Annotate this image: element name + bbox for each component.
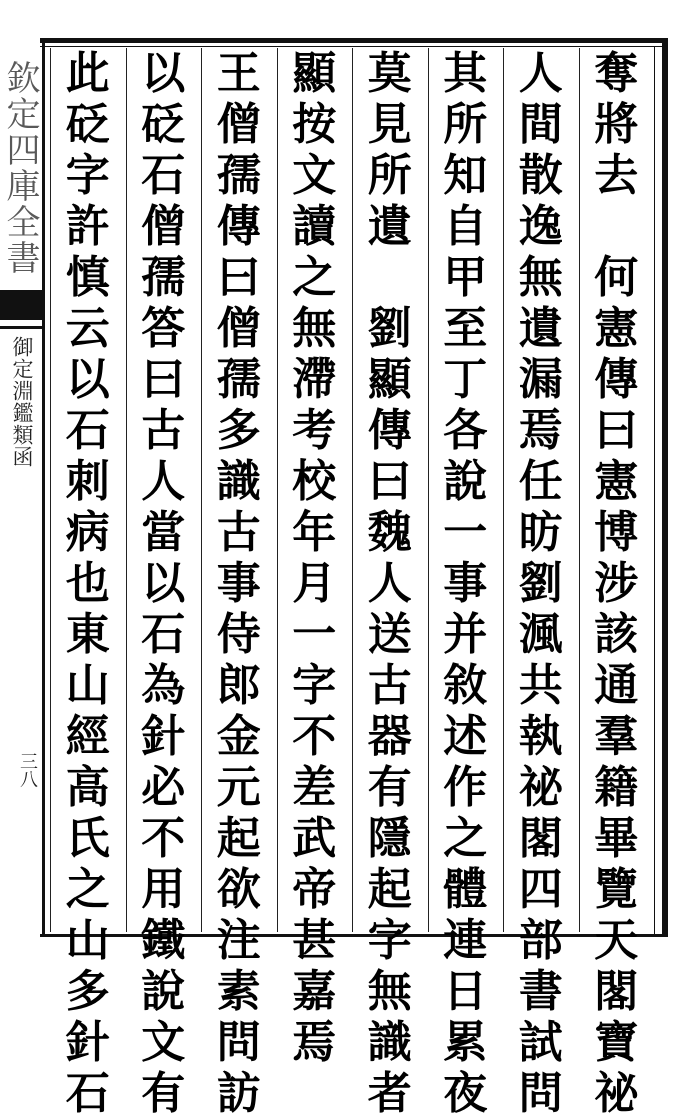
character: 曰 — [367, 456, 412, 507]
character: 也 — [65, 558, 110, 609]
character: 昉 — [518, 507, 563, 558]
character: 云 — [65, 303, 110, 354]
character: 該 — [594, 609, 639, 660]
character: 讀 — [292, 201, 337, 252]
text-column-4 — [354, 48, 426, 1119]
character: 差 — [292, 762, 337, 813]
character: 通 — [594, 660, 639, 711]
gutter-collection-title: 欽定四庫全書 — [0, 60, 40, 276]
text-column-7 — [127, 48, 199, 1119]
character: 注 — [216, 915, 261, 966]
character: 人 — [518, 48, 563, 99]
character: 氏 — [65, 813, 110, 864]
character: 石 — [65, 405, 110, 456]
character: 散 — [518, 150, 563, 201]
character: 山 — [65, 660, 110, 711]
character: 嘉 — [292, 966, 337, 1017]
character: 傳 — [367, 405, 412, 456]
character: 去 — [594, 150, 639, 201]
character: 起 — [367, 864, 412, 915]
character: 有 — [367, 762, 412, 813]
character: 丁 — [443, 354, 488, 405]
character: 涉 — [594, 558, 639, 609]
character: 書 — [518, 966, 563, 1017]
character: 至 — [443, 303, 488, 354]
gutter-book-title: 御定淵鑑類函 — [10, 336, 34, 468]
character: 奪 — [594, 48, 639, 99]
character: 不 — [141, 813, 186, 864]
character: 古 — [216, 507, 261, 558]
character: 試 — [518, 1017, 563, 1068]
character: 焉 — [518, 405, 563, 456]
character: 月 — [292, 558, 337, 609]
character: 說 — [443, 456, 488, 507]
character: 素 — [216, 966, 261, 1017]
character: 必 — [141, 762, 186, 813]
gutter-band-line — [0, 326, 44, 329]
character: 字 — [65, 150, 110, 201]
character: 多 — [65, 966, 110, 1017]
frame-right-inner-line — [654, 46, 655, 934]
character: 答 — [141, 303, 186, 354]
character: 砭 — [65, 99, 110, 150]
character: 針 — [141, 711, 186, 762]
character: 甚 — [292, 915, 337, 966]
character: 焉 — [292, 1017, 337, 1068]
character: 送 — [367, 609, 412, 660]
character: 祕 — [594, 1068, 639, 1119]
character: 病 — [65, 507, 110, 558]
frame-right-border — [662, 38, 668, 937]
character: 說 — [141, 966, 186, 1017]
character: 東 — [65, 609, 110, 660]
character: 識 — [367, 1017, 412, 1068]
character: 夜 — [443, 1068, 488, 1119]
character: 經 — [65, 711, 110, 762]
character: 各 — [443, 405, 488, 456]
character: 日 — [443, 966, 488, 1017]
character: 僧 — [216, 303, 261, 354]
character: 按 — [292, 99, 337, 150]
character: 體 — [443, 864, 488, 915]
character: 魏 — [367, 507, 412, 558]
character: 問 — [518, 1068, 563, 1119]
text-column-3 — [429, 48, 501, 1119]
character: 古 — [141, 405, 186, 456]
character: 知 — [443, 150, 488, 201]
character: 孺 — [216, 150, 261, 201]
page-number: 三八 — [17, 752, 38, 788]
character: 籍 — [594, 762, 639, 813]
character: 無 — [292, 303, 337, 354]
character: 憲 — [594, 456, 639, 507]
character: 以 — [141, 48, 186, 99]
character: 何 — [594, 252, 639, 303]
character: 孺 — [216, 354, 261, 405]
character: 逸 — [518, 201, 563, 252]
character: 間 — [518, 99, 563, 150]
character: 任 — [518, 456, 563, 507]
character: 多 — [216, 405, 261, 456]
character: 侍 — [216, 609, 261, 660]
character: 漏 — [518, 354, 563, 405]
character: 羣 — [594, 711, 639, 762]
character: 部 — [518, 915, 563, 966]
character: 天 — [594, 915, 639, 966]
character: 為 — [141, 660, 186, 711]
character: 石 — [141, 609, 186, 660]
character: 訪 — [216, 1068, 261, 1119]
character: 王 — [216, 48, 261, 99]
frame-top-border — [40, 38, 666, 43]
text-column-6 — [203, 48, 275, 1119]
character: 石 — [141, 150, 186, 201]
character: 慎 — [65, 252, 110, 303]
character: 以 — [141, 558, 186, 609]
character: 器 — [367, 711, 412, 762]
character: 用 — [141, 864, 186, 915]
character: 鐵 — [141, 915, 186, 966]
character: 者 — [367, 1068, 412, 1119]
character: 事 — [443, 558, 488, 609]
character: 所 — [367, 150, 412, 201]
character: 累 — [443, 1017, 488, 1068]
character: 見 — [367, 99, 412, 150]
character: 人 — [367, 558, 412, 609]
character: 曰 — [594, 405, 639, 456]
character: 曰 — [216, 252, 261, 303]
character: 所 — [443, 99, 488, 150]
character: 金 — [216, 711, 261, 762]
text-column-1 — [580, 48, 652, 1119]
character: 并 — [443, 609, 488, 660]
text-column-2 — [505, 48, 577, 1119]
gutter-black-band — [0, 290, 44, 320]
character: 閣 — [518, 813, 563, 864]
character: 砭 — [141, 99, 186, 150]
gutter-border — [42, 38, 45, 937]
character: 其 — [443, 48, 488, 99]
character: 刺 — [65, 456, 110, 507]
character: 古 — [367, 660, 412, 711]
character: 無 — [367, 966, 412, 1017]
character: 之 — [443, 813, 488, 864]
character: 文 — [292, 150, 337, 201]
character: 自 — [443, 201, 488, 252]
text-columns — [50, 48, 654, 1119]
character: 許 — [65, 201, 110, 252]
character: 將 — [594, 99, 639, 150]
character: 問 — [216, 1017, 261, 1068]
character: 畢 — [594, 813, 639, 864]
character: 不 — [292, 711, 337, 762]
character: 傳 — [594, 354, 639, 405]
character: 四 — [518, 864, 563, 915]
character: 欲 — [216, 864, 261, 915]
character: 滯 — [292, 354, 337, 405]
character: 字 — [292, 660, 337, 711]
character: 作 — [443, 762, 488, 813]
character: 寶 — [594, 1017, 639, 1068]
character: 考 — [292, 405, 337, 456]
character: 渢 — [518, 609, 563, 660]
text-column-8 — [52, 48, 124, 1119]
character: 連 — [443, 915, 488, 966]
character: 石 — [65, 1068, 110, 1119]
character: 之 — [292, 252, 337, 303]
character: 一 — [443, 507, 488, 558]
character: 此 — [65, 48, 110, 99]
character: 一 — [292, 609, 337, 660]
character: 遺 — [518, 303, 563, 354]
character: 曰 — [141, 354, 186, 405]
character: 郎 — [216, 660, 261, 711]
character: 針 — [65, 1017, 110, 1068]
character: 字 — [367, 915, 412, 966]
character: 覽 — [594, 864, 639, 915]
character: 共 — [518, 660, 563, 711]
text-column-5 — [278, 48, 350, 1068]
character: 有 — [141, 1068, 186, 1119]
character: 識 — [216, 456, 261, 507]
character: 遺 — [367, 201, 412, 252]
character: 傳 — [216, 201, 261, 252]
character: 閣 — [594, 966, 639, 1017]
character: 文 — [141, 1017, 186, 1068]
character: 顯 — [292, 48, 337, 99]
character: 高 — [65, 762, 110, 813]
character: 以 — [65, 354, 110, 405]
character: 劉 — [367, 303, 412, 354]
character: 事 — [216, 558, 261, 609]
character: 元 — [216, 762, 261, 813]
character: 當 — [141, 507, 186, 558]
character: 隱 — [367, 813, 412, 864]
character: 帝 — [292, 864, 337, 915]
character: 之 — [65, 864, 110, 915]
character: 年 — [292, 507, 337, 558]
character: 述 — [443, 711, 488, 762]
character: 孺 — [141, 252, 186, 303]
frame-top-inner-line — [40, 46, 666, 47]
character: 憲 — [594, 303, 639, 354]
character: 人 — [141, 456, 186, 507]
character: 甲 — [443, 252, 488, 303]
character: 祕 — [518, 762, 563, 813]
character: 僧 — [141, 201, 186, 252]
character: 武 — [292, 813, 337, 864]
character: 無 — [518, 252, 563, 303]
character: 僧 — [216, 99, 261, 150]
character: 莫 — [367, 48, 412, 99]
character: 博 — [594, 507, 639, 558]
character: 校 — [292, 456, 337, 507]
character: 起 — [216, 813, 261, 864]
character: 敘 — [443, 660, 488, 711]
character: 山 — [65, 915, 110, 966]
character: 劉 — [518, 558, 563, 609]
character: 顯 — [367, 354, 412, 405]
character: 執 — [518, 711, 563, 762]
